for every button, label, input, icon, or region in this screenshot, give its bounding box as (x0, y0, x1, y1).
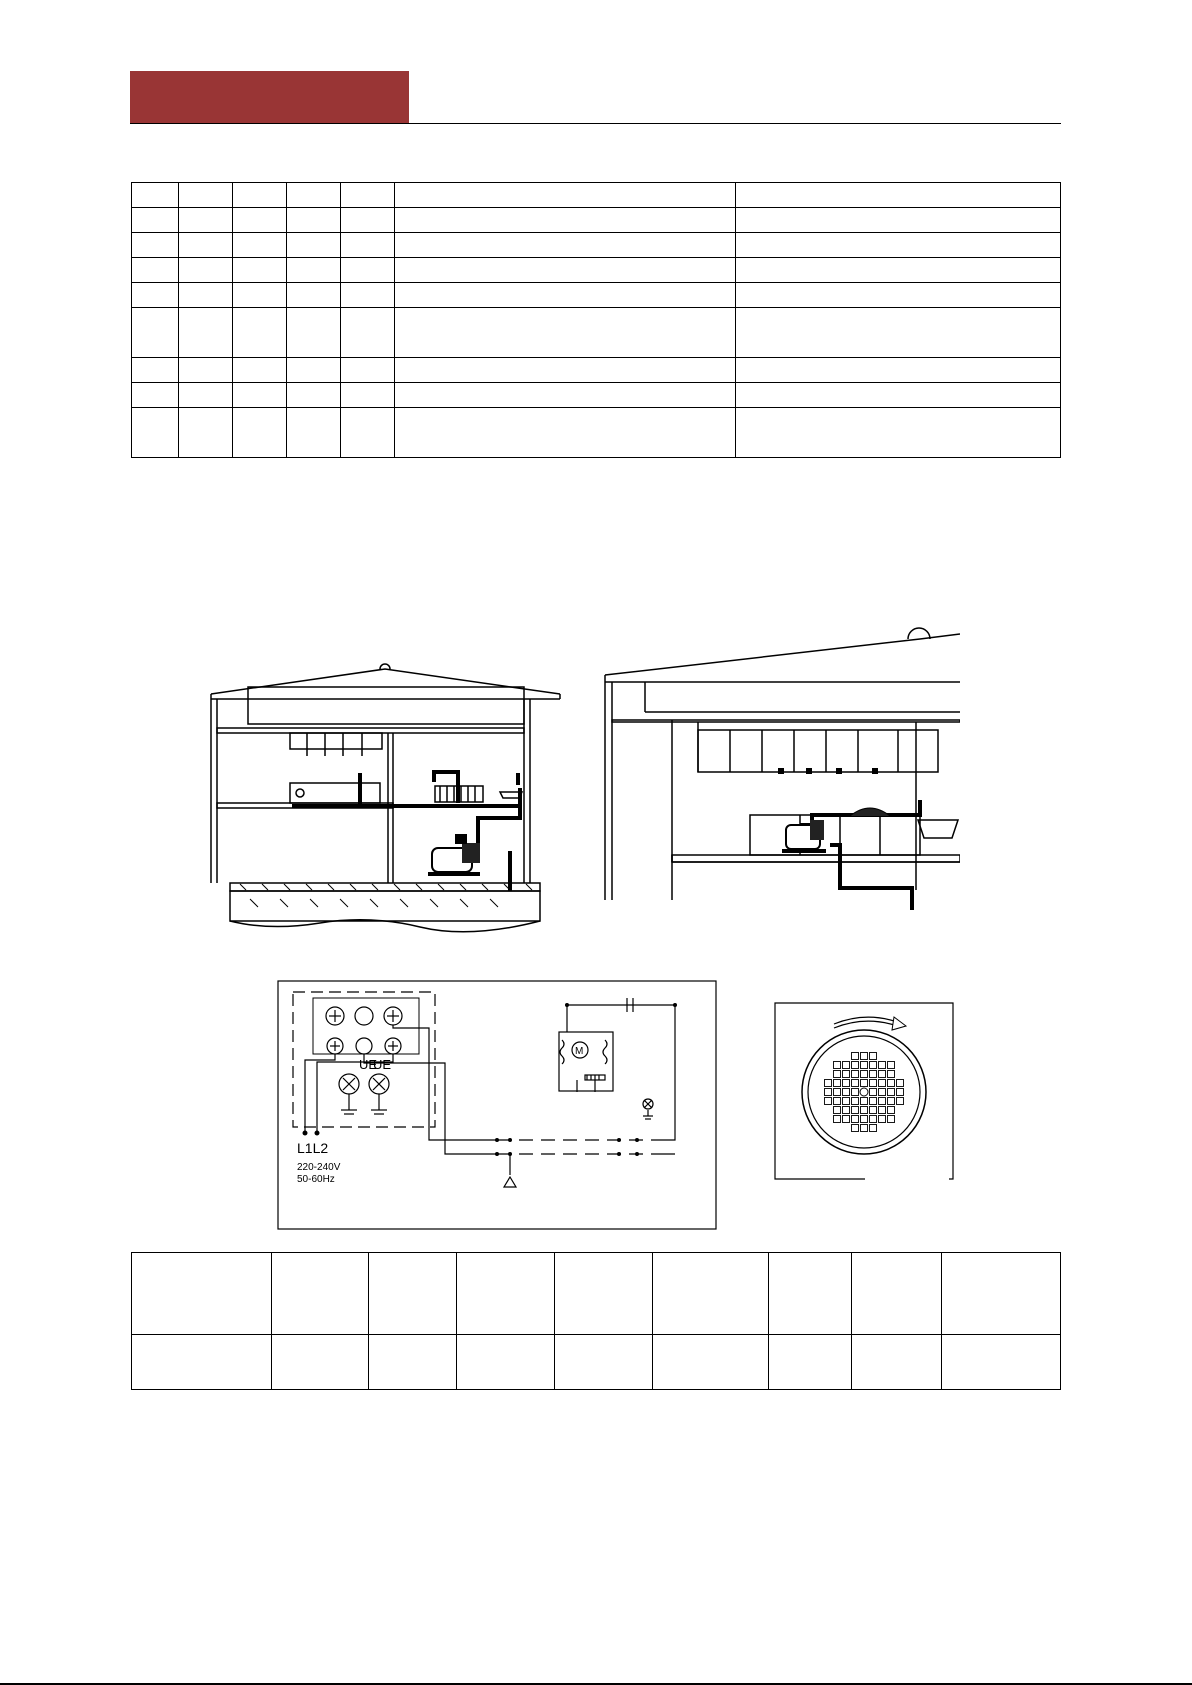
impeller-hole (834, 1098, 841, 1105)
impeller-hole (825, 1098, 832, 1105)
impeller-hole (843, 1116, 850, 1123)
table-row (132, 383, 1061, 408)
impeller-hole (870, 1062, 877, 1069)
impeller-hole (897, 1098, 904, 1105)
impeller-hole (879, 1098, 886, 1105)
impeller-hole (852, 1080, 859, 1087)
header-band (130, 71, 409, 124)
impeller-hole (825, 1089, 832, 1096)
impeller-hole (888, 1062, 895, 1069)
table-row (132, 183, 1061, 208)
impeller-hole (888, 1116, 895, 1123)
terminal-label-ue-1: UE (359, 1057, 378, 1072)
impeller-hole (861, 1062, 868, 1069)
impeller-hole (843, 1080, 850, 1087)
impeller-hole (861, 1053, 868, 1060)
impeller-hole (861, 1080, 868, 1087)
impeller-hole (852, 1107, 859, 1114)
terminal-label-ue-2: UE (373, 1057, 392, 1072)
impeller-hole (834, 1107, 841, 1114)
house-installation-left (200, 655, 570, 945)
impeller-hole (852, 1071, 859, 1078)
impeller-hole (843, 1071, 850, 1078)
impeller-hole (870, 1071, 877, 1078)
impeller-hole (879, 1107, 886, 1114)
impeller-hole (852, 1125, 859, 1132)
impeller-hole (834, 1071, 841, 1078)
table-row (132, 258, 1061, 283)
table-row (132, 308, 1061, 358)
line-label: L1L2 (297, 1140, 329, 1156)
impeller-hole (879, 1062, 886, 1069)
rotation-direction-diagram (774, 1002, 954, 1182)
impeller-hole (870, 1116, 877, 1123)
table-row (132, 208, 1061, 233)
impeller-hole (870, 1080, 877, 1087)
impeller-hole (834, 1080, 841, 1087)
impeller-hole (852, 1089, 859, 1096)
data-table (131, 1252, 1061, 1390)
table-row (132, 1253, 1061, 1335)
table-row (132, 408, 1061, 458)
motor-symbol: M (575, 1046, 584, 1057)
table-row (132, 283, 1061, 308)
impeller-hole (843, 1089, 850, 1096)
impeller-hole (861, 1071, 868, 1078)
impeller-hole (861, 1116, 868, 1123)
impeller-hole (879, 1089, 886, 1096)
impeller-hole (861, 1125, 868, 1132)
impeller-hole (843, 1098, 850, 1105)
impeller-hole (825, 1080, 832, 1087)
impeller-hole (870, 1089, 877, 1096)
impeller-hole (852, 1062, 859, 1069)
impeller-hole (834, 1089, 841, 1096)
impeller-hole (852, 1098, 859, 1105)
impeller-hole (843, 1107, 850, 1114)
table-row (132, 358, 1061, 383)
house-installation-right (600, 620, 960, 910)
impeller-hole (879, 1080, 886, 1087)
impeller-hole (861, 1107, 868, 1114)
impeller-hole (870, 1098, 877, 1105)
impeller-hole (852, 1116, 859, 1123)
impeller-hole (888, 1098, 895, 1105)
impeller-hole (870, 1125, 877, 1132)
impeller-hole (879, 1071, 886, 1078)
impeller-hole (888, 1080, 895, 1087)
frequency-label: 50-60Hz (297, 1174, 335, 1185)
spec-table (131, 182, 1061, 458)
impeller-hole (897, 1089, 904, 1096)
impeller-hole (879, 1116, 886, 1123)
impeller-hole (834, 1116, 841, 1123)
impeller-hole (834, 1062, 841, 1069)
wiring-diagram (277, 980, 717, 1230)
impeller-hole (870, 1053, 877, 1060)
impeller-hole (888, 1071, 895, 1078)
impeller-hole (870, 1107, 877, 1114)
impeller-hole (888, 1089, 895, 1096)
table-row (132, 233, 1061, 258)
impeller-hole (861, 1098, 868, 1105)
table-row (132, 1335, 1061, 1390)
impeller-hole (888, 1107, 895, 1114)
header-rule (130, 123, 1061, 124)
impeller-hole (843, 1062, 850, 1069)
impeller-hole (852, 1053, 859, 1060)
impeller-hole (897, 1080, 904, 1087)
voltage-label: 220-240V (297, 1162, 341, 1173)
